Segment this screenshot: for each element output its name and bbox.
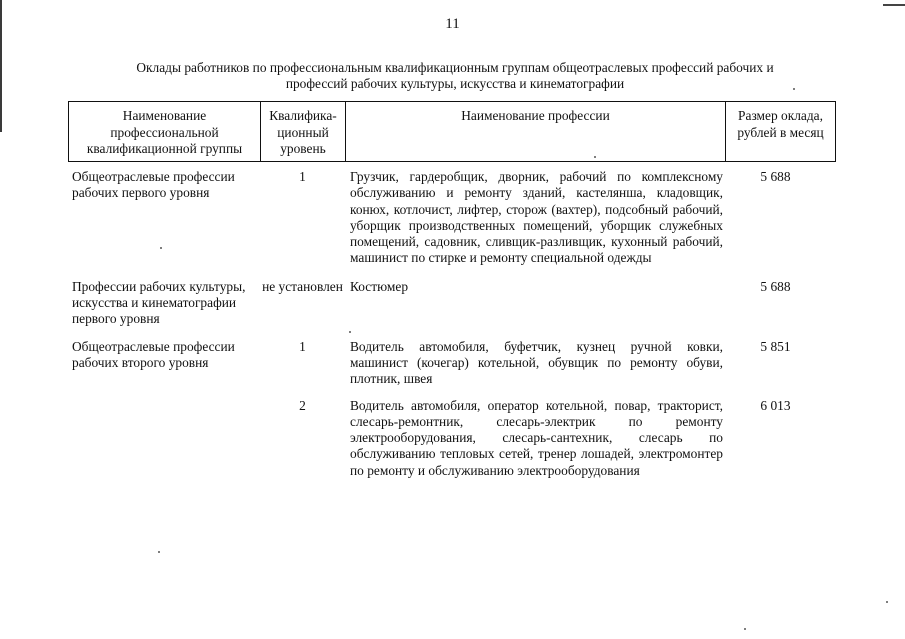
table-row (68, 279, 836, 328)
scan-speck (158, 551, 160, 553)
header-salary: Размер оклада, рублей в месяц (737, 108, 824, 140)
salary-cell: 5 851 (760, 338, 791, 354)
table-row (68, 339, 836, 388)
document-title (60, 60, 850, 92)
salary-cell: 5 688 (760, 278, 791, 294)
level-cell: 1 (299, 338, 306, 354)
professions-cell: Костюмер (350, 278, 409, 294)
salary-cell: 5 688 (760, 169, 791, 184)
scan-speck (744, 628, 746, 630)
table-row (68, 169, 836, 267)
document-title-line-2: профессий рабочих культуры, искусства и кинематографии (285, 76, 625, 91)
professions-cell: Водитель автомобиля, буфетчик, кузнец ручной ковки, машинист (кочегар) котельной, обувщик по ремонту обуви, плотник, швея (350, 338, 723, 387)
table-row (68, 398, 836, 479)
level-cell: 2 (299, 397, 306, 413)
professions-cell: Грузчик, гардеробщик, дворник, рабочий по комплексному обслуживанию и ремонту зданий, кастелянша, кладовщик, конюх, котлочист, лифтер, сторож (вахтер), подсобный рабочий, уборщик производственных помещений, уборщик служебных помещений, садовник, сливщик-разливщик, кухонный рабочий, машинист по стирке и ремонту специальной одежды (350, 169, 723, 266)
document-title-line-1: Оклады работников по профессиональным квалификационным группам общеотраслевых профессий рабочих и (136, 60, 774, 75)
page-number: 11 (445, 16, 460, 32)
level-cell: 1 (299, 169, 306, 184)
scan-speck (594, 156, 596, 158)
table-header-row (68, 101, 836, 162)
salary-table (68, 101, 836, 479)
professions-cell: Водитель автомобиля, оператор котельной, повар, тракторист, слесарь-ремонтник, слесарь-электрик по ремонту электрооборудования, слесарь-сантехник, слесарь по обслуживанию тепловых сетей, тренер лошадей, электромонтер по ремонту и обслуживанию электрооборудования (350, 397, 723, 478)
scan-top-right-mark (883, 4, 905, 6)
scan-speck (793, 88, 795, 90)
scan-speck (160, 247, 162, 249)
header-group-name: Наименование профессиональной квалификационной группы (69, 102, 261, 161)
group-name-cell: Общеотраслевые профессии рабочих первого уровня (72, 169, 235, 201)
group-name-cell: Общеотраслевые профессии рабочих второго уровня (72, 338, 235, 370)
header-profession-name: Наименование профессии (346, 102, 726, 161)
group-name-cell: Профессии рабочих культуры, искусства и кинематографии первого уровня (72, 278, 246, 327)
level-cell: не установлен (262, 278, 343, 294)
salary-cell: 6 013 (760, 397, 791, 413)
header-qualification-level: Квалифика-ционный уровень (261, 102, 346, 161)
scan-speck (886, 601, 888, 603)
scan-speck (349, 331, 351, 333)
